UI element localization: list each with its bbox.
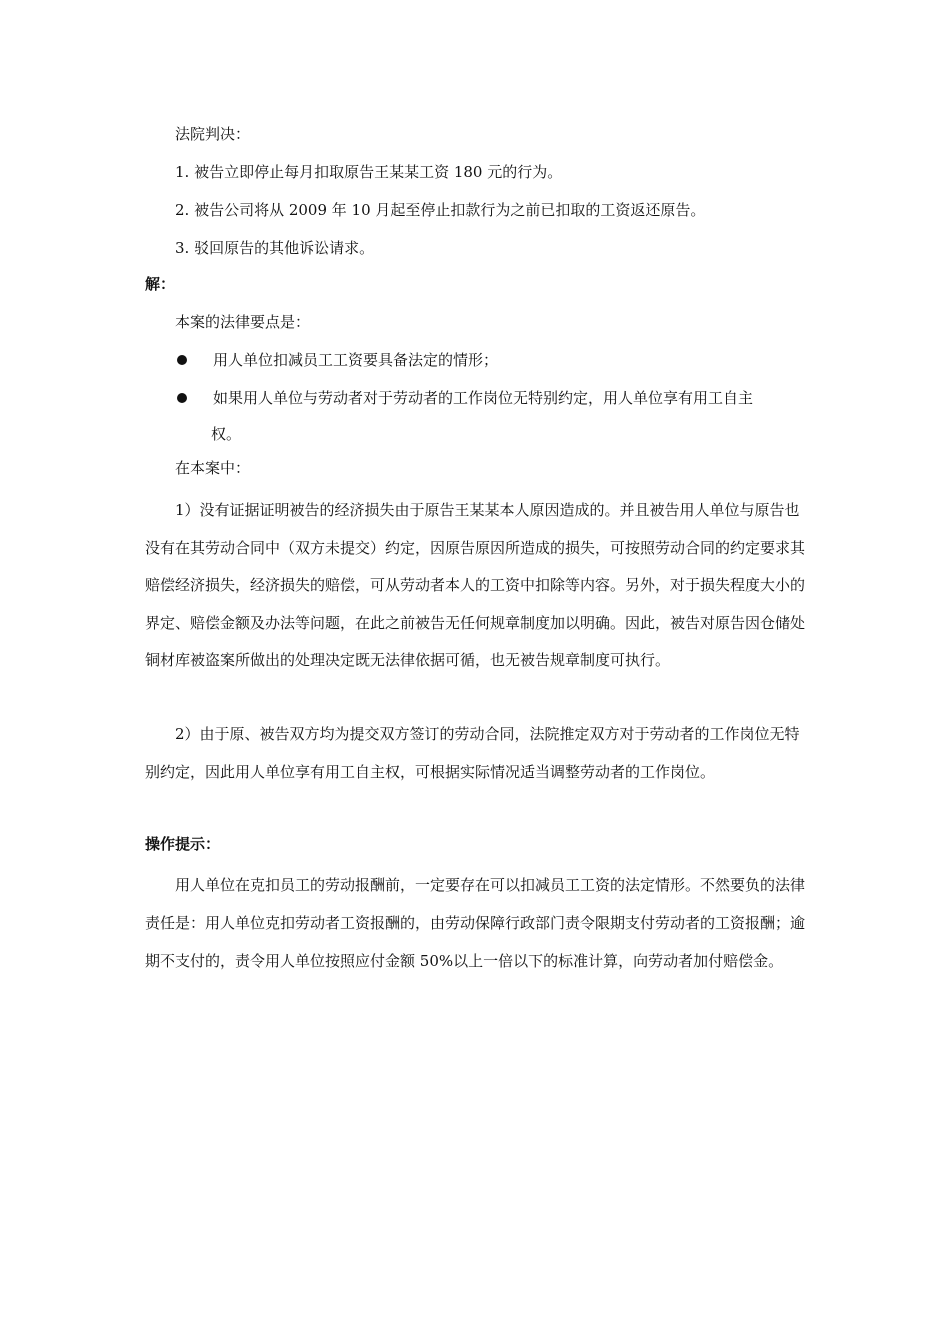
bullet-item-2 — [145, 384, 807, 412]
bullet-item-1 — [145, 346, 807, 374]
tips-heading: 操作提示： — [145, 835, 221, 853]
judgment-item-1: 1. 被告立即停止每月扣取原告王某某工资 180 元的行为。 — [175, 163, 563, 181]
case-intro: 在本案中： — [175, 459, 251, 477]
judgment-item-3: 3. 驳回原告的其他诉讼请求。 — [175, 239, 375, 257]
bullet-text-1: 用人单位扣减员工工资要具备法定的情形； — [213, 351, 499, 369]
bullet-icon — [145, 384, 213, 412]
bullet-text-2-continued: 权。 — [211, 425, 242, 443]
point-1: 1）没有证据证明被告的经济损失由于原告王某某本人原因造成的。并且被告用人单位与原告也没有在其劳动合同中（双方未提交）约定，因原告原因所造成的损失，可按照劳动合同的约定要求其赔偿经济损失，经济损失的赔偿，可从劳动者本人的工资中扣除等内容。另外，对于损失程度大小的界定、赔偿金额及办法等问题，在此之前被告无任何规章制度加以明确。因此，被告对原告因仓储处铜材库被盗案所做出的处理决定既无法律依据可循，也无被告规章制度可执行。 — [145, 501, 806, 669]
judgment-item-2: 2. 被告公司将从 2009 年 10 月起至停止扣款行为之前已扣取的工资返还原告。 — [175, 201, 706, 219]
judgment-section — [145, 120, 807, 262]
point-2: 2）由于原、被告双方均为提交双方签订的劳动合同，法院推定双方对于劳动者的工作岗位无特别约定，因此用人单位享有用工自主权，可根据实际情况适当调整劳动者的工作岗位。 — [145, 725, 800, 781]
analysis-section — [145, 270, 807, 482]
tips-section — [145, 830, 807, 858]
bullet-text-2: 如果用人单位与劳动者对于劳动者的工作岗位无特别约定，用人单位享有用工自主 — [213, 389, 754, 407]
bullet-icon — [145, 346, 213, 374]
analysis-heading: 解： — [145, 275, 176, 293]
analysis-intro: 本案的法律要点是： — [175, 313, 311, 331]
tips-text: 用人单位在克扣员工的劳动报酬前，一定要存在可以扣减员工工资的法定情形。不然要负的法律责任是：用人单位克扣劳动者工资报酬的，由劳动保障行政部门责令限期支付劳动者的工资报酬；逾期不支付的，责令用人单位按照应付金额 50%以上一倍以下的标准计算，向劳动者加付赔偿金。 — [145, 876, 806, 970]
judgment-heading: 法院判决： — [175, 125, 251, 143]
